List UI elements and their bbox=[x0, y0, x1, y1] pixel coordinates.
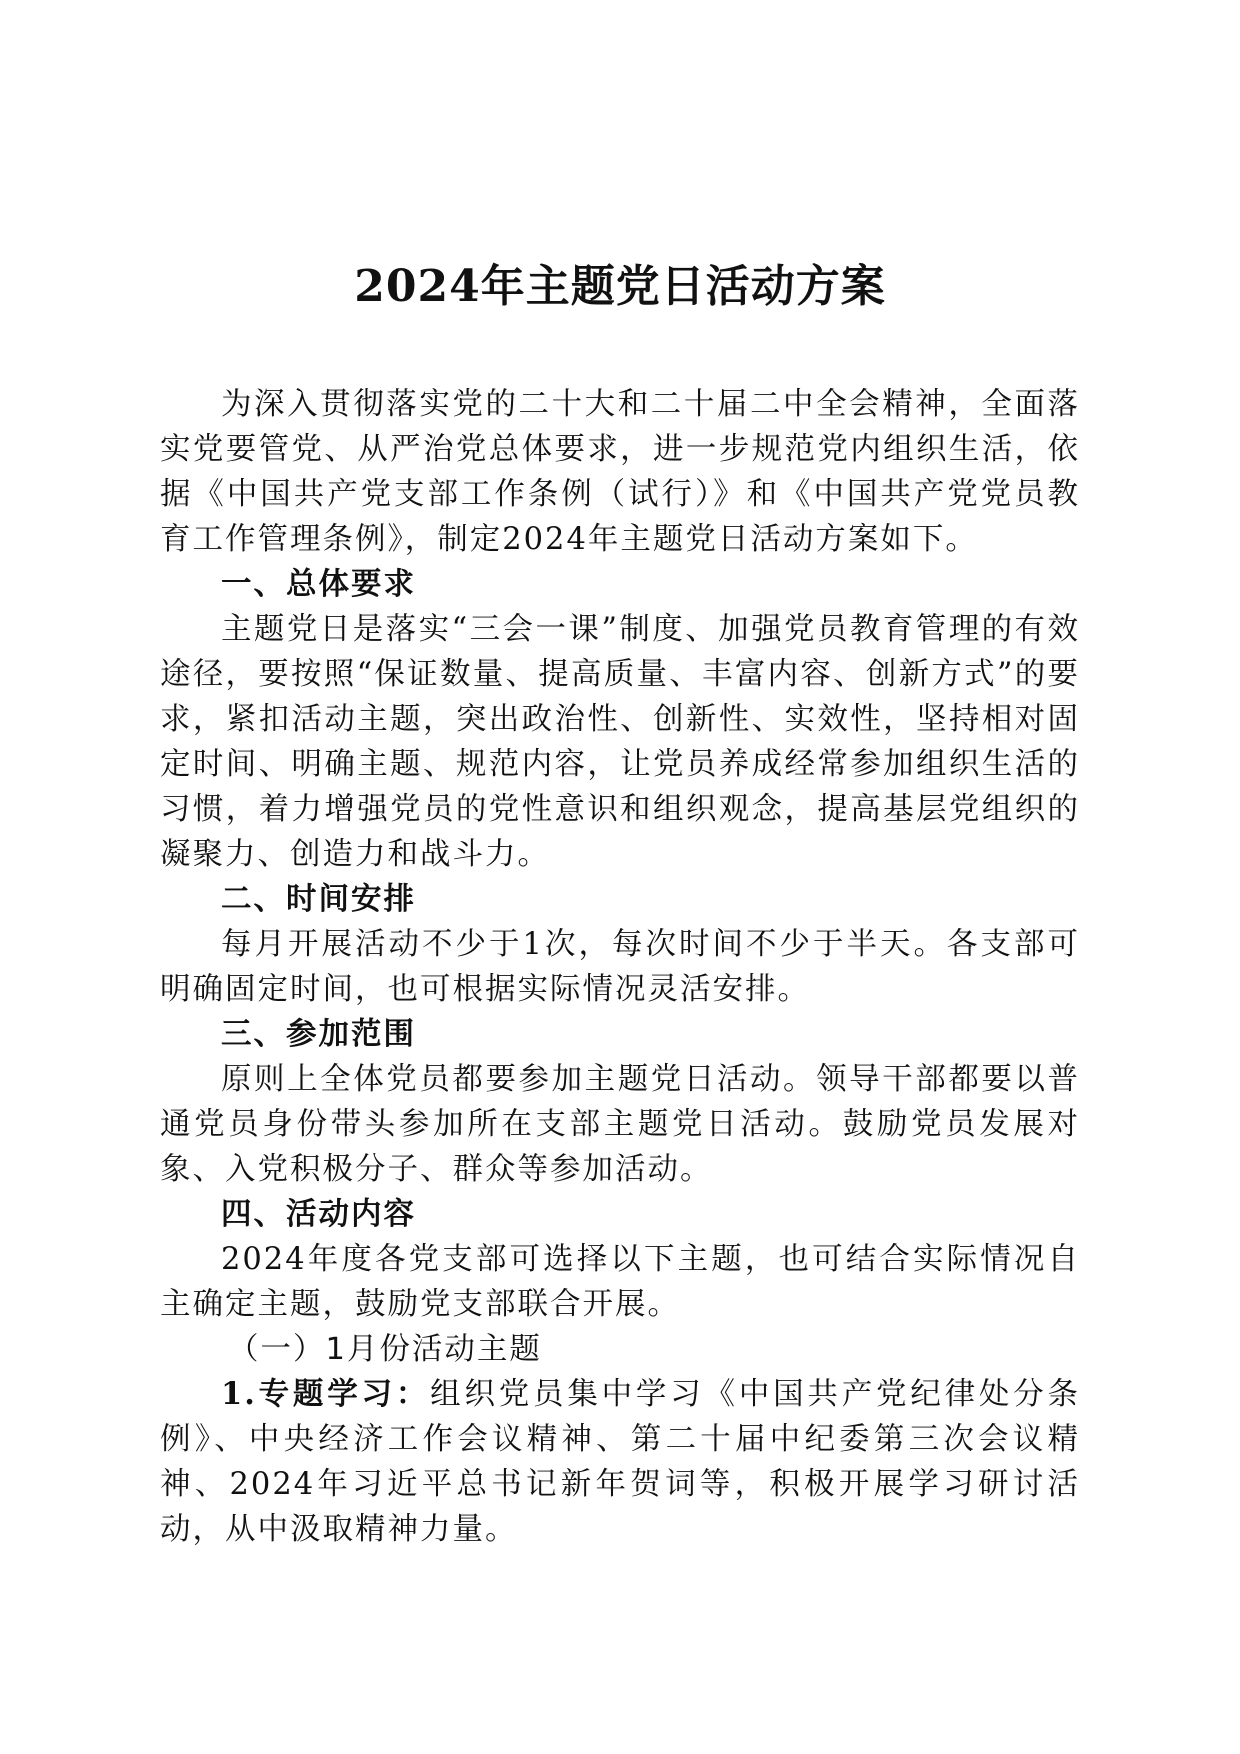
subheading-january-theme: （一）1月份活动主题 bbox=[228, 1332, 542, 1367]
section-text-activity-content: 2024年度各党支部可选择以下主题，也可结合实际情况自主确定主题，鼓励党支部联合开展。 bbox=[160, 1242, 1080, 1322]
section-heading-activity-content: 四、活动内容 bbox=[221, 1197, 416, 1232]
section-text-schedule: 每月开展活动不少于1次，每次时间不少于半天。各支部可明确固定时间，也可根据实际情况灵活安排。 bbox=[160, 927, 1080, 1007]
document-body bbox=[160, 382, 1080, 1552]
section-text-participants: 原则上全体党员都要参加主题党日活动。领导干部都要以普通党员身份带头参加所在支部主题党日活动。鼓励党员发展对象、入党积极分子、群众等参加活动。 bbox=[160, 1062, 1080, 1187]
intro-paragraph: 为深入贯彻落实党的二十大和二十届二中全会精神，全面落实党要管党、从严治党总体要求，进一步规范党内组织生活，依据《中国共产党支部工作条例（试行）》和《中国共产党党员教育工作管理条例》，制定2024年主题党日活动方案如下。 bbox=[160, 387, 1080, 557]
document-title: 2024年主题党日活动方案 bbox=[354, 261, 886, 312]
section-heading-participants: 三、参加范围 bbox=[221, 1017, 416, 1052]
section-text-general-requirements: 主题党日是落实“三会一课”制度、加强党员教育管理的有效途径，要按照“保证数量、提高质量、丰富内容、创新方式”的要求，紧扣活动主题，突出政治性、创新性、实效性，坚持相对固定时间、明确主题、规范内容，让党员养成经常参加组织生活的习惯，着力增强党员的党性意识和组织观念，提高基层党组织的凝聚力、创造力和战斗力。 bbox=[160, 612, 1080, 872]
item-lead: 1.专题学习： bbox=[221, 1376, 431, 1412]
item-special-study bbox=[160, 1372, 1080, 1552]
section-heading-schedule: 二、时间安排 bbox=[221, 882, 416, 917]
section-heading-general-requirements: 一、总体要求 bbox=[221, 567, 416, 602]
item-text: 组织党员集中学习《中国共产党纪律处分条例》、中央经济工作会议精神、第二十届中纪委第三次会议精神、2024年习近平总书记新年贺词等，积极开展学习研讨活动，从中汲取精神力量。 bbox=[160, 1377, 1081, 1547]
